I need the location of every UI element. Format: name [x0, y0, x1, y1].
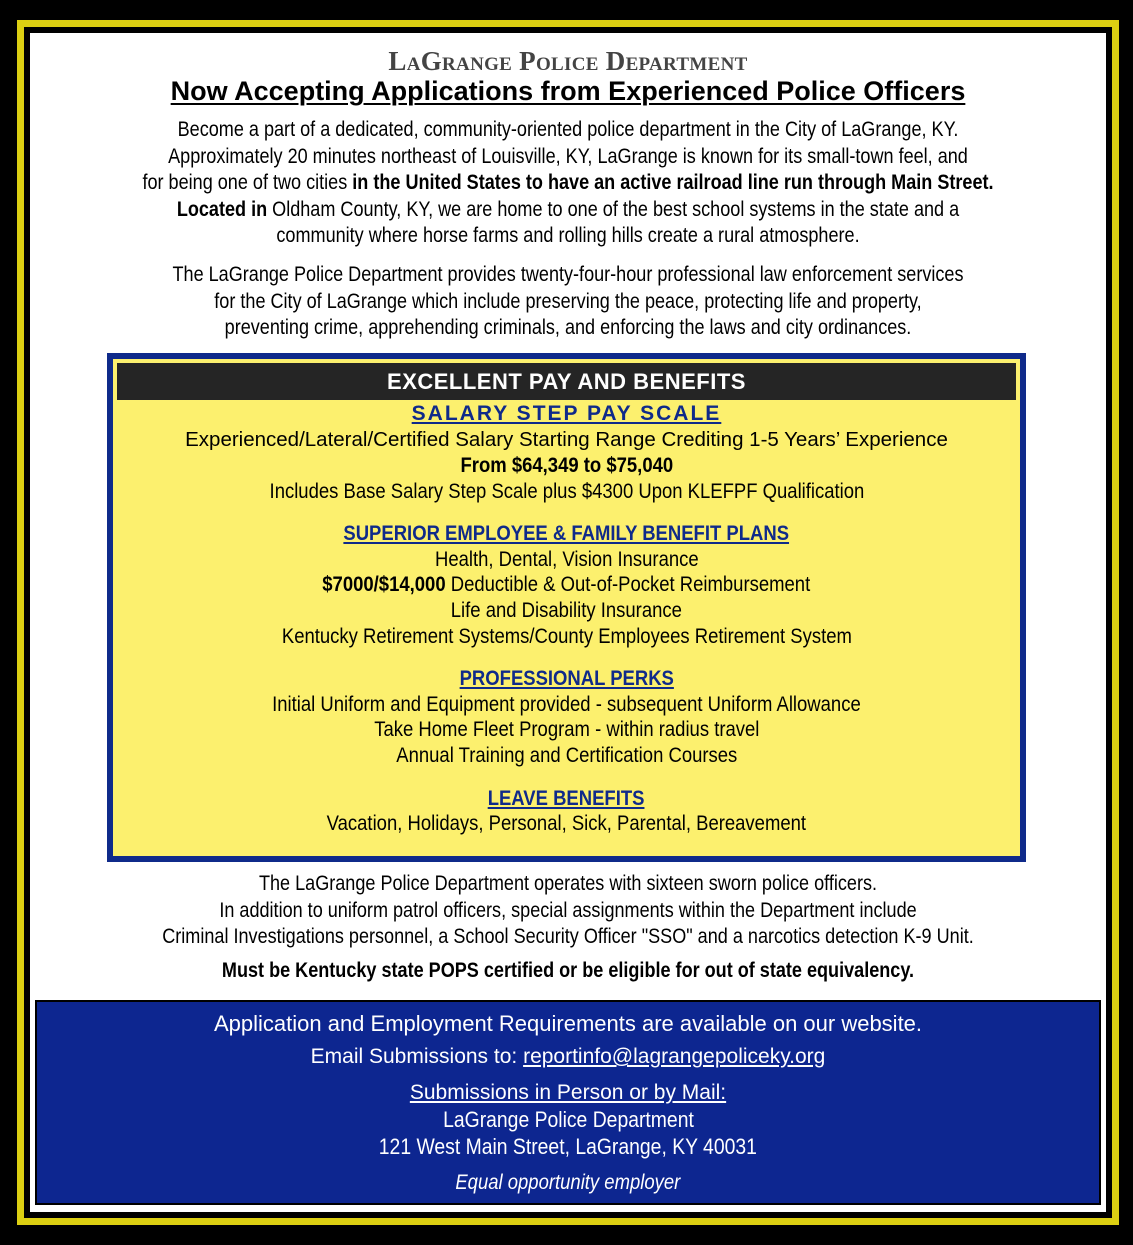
- org-name: LaGrange Police Department: [388, 46, 748, 76]
- address-street: 121 West Main Street, LaGrange, KY 40031: [378, 1134, 758, 1159]
- benefits-header: EXCELLENT PAY AND BENEFITS: [117, 363, 1016, 400]
- requirement-text: Must be Kentucky state POPS certified or be eligible for out of state equivalency.: [221, 959, 915, 982]
- services-line: The LaGrange Police Department provides twenty-four-hour professional law enforcement services: [172, 263, 964, 286]
- intro-bold-text: Located in: [176, 197, 268, 221]
- department-info-line: In addition to uniform patrol officers, special assignments within the Department include: [219, 898, 917, 922]
- headline-text: Now Accepting Applications from Experienced Police Officers: [170, 76, 966, 106]
- family-benefit-line: [323, 572, 811, 598]
- mail-submissions-label: Submissions in Person or by Mail:: [409, 1081, 727, 1104]
- family-benefit-line: Health, Dental, Vision Insurance: [434, 547, 699, 571]
- intro-line: [54, 197, 1083, 224]
- email-line: [37, 1044, 1099, 1070]
- department-info: [0, 871, 1133, 951]
- headline: [30, 76, 1106, 106]
- services-paragraph: [0, 262, 1133, 342]
- equal-opportunity-text: Equal opportunity employer: [455, 1171, 681, 1194]
- services-line: for the City of LaGrange which include preserving the peace, protecting life and property,: [214, 289, 922, 313]
- email-label: Email Submissions to:: [310, 1045, 524, 1068]
- intro-paragraph: [0, 117, 1133, 250]
- perk-line: Annual Training and Certification Courses: [395, 743, 738, 767]
- intro-line: [54, 144, 1083, 171]
- intro-text: Become a part of a dedicated, community-oriented police department in the City of LaGrange, KY.: [177, 118, 959, 141]
- contact-main-text: Application and Employment Requirements are available on our website.: [213, 1011, 923, 1036]
- family-benefit-line: Kentucky Retirement Systems/County Employees Retirement System: [281, 624, 852, 648]
- intro-text: for being one of two cities: [142, 171, 353, 194]
- perk-line: Take Home Fleet Program - within radius travel: [373, 718, 760, 742]
- leave-line: Vacation, Holidays, Personal, Sick, Parental, Bereavement: [326, 812, 807, 836]
- deductible-amount: $7000/$14,000: [322, 573, 446, 597]
- intro-text: Approximately 20 minutes northeast of Louisville, KY, LaGrange is known for its small-town feel, and: [168, 144, 968, 168]
- certification-requirement: [0, 958, 1133, 985]
- intro-line: [54, 170, 1083, 197]
- contact-box: [35, 1000, 1101, 1205]
- salary-section-title: SALARY STEP PAY SCALE: [411, 402, 722, 425]
- salary-line: Experienced/Lateral/Certified Salary Starting Range Crediting 1-5 Years’ Experience: [185, 428, 948, 451]
- intro-line: [54, 223, 1083, 250]
- family-benefits-title: SUPERIOR EMPLOYEE & FAMILY BENEFIT PLANS: [343, 522, 790, 546]
- intro-line: [54, 117, 1083, 144]
- department-info-line: The LaGrange Police Department operates with sixteen sworn police officers.: [258, 872, 878, 895]
- benefits-body: [113, 401, 1020, 837]
- intro-text: community where horse farms and rolling hills create a rural atmosphere.: [276, 224, 860, 247]
- family-benefit-line: Life and Disability Insurance: [450, 598, 683, 622]
- perk-line: Initial Uniform and Equipment provided - subsequent Uniform Allowance: [272, 692, 861, 716]
- flyer-panel: [30, 33, 1106, 1212]
- services-lines: [54, 262, 1083, 342]
- email-link[interactable]: reportinfo@lagrangepoliceky.org: [523, 1045, 826, 1068]
- deductible-text: Deductible & Out-of-Pocket Reimbursement: [445, 573, 811, 597]
- salary-range: From $64,349 to $75,040: [460, 454, 673, 477]
- intro-text: Oldham County, KY, we are home to one of the best school systems in the state and a: [267, 197, 960, 221]
- address-name: LaGrange Police Department: [442, 1107, 694, 1132]
- intro-lines: [54, 117, 1083, 250]
- benefits-box: [107, 353, 1026, 862]
- department-info-line: Criminal Investigations personnel, a School Security Officer "SSO" and a narcotics detection K-9 Unit.: [162, 925, 974, 948]
- leave-title: LEAVE BENEFITS: [488, 786, 645, 810]
- department-info-lines: [54, 871, 1083, 951]
- perks-title: PROFESSIONAL PERKS: [459, 667, 674, 691]
- salary-line: Includes Base Salary Step Scale plus $4300 Upon KLEFPF Qualification: [269, 479, 864, 503]
- intro-bold-text: in the United States to have an active railroad line run through Main Street.: [352, 171, 994, 194]
- services-line: preventing crime, apprehending criminals, and enforcing the laws and city ordinances.: [224, 316, 912, 339]
